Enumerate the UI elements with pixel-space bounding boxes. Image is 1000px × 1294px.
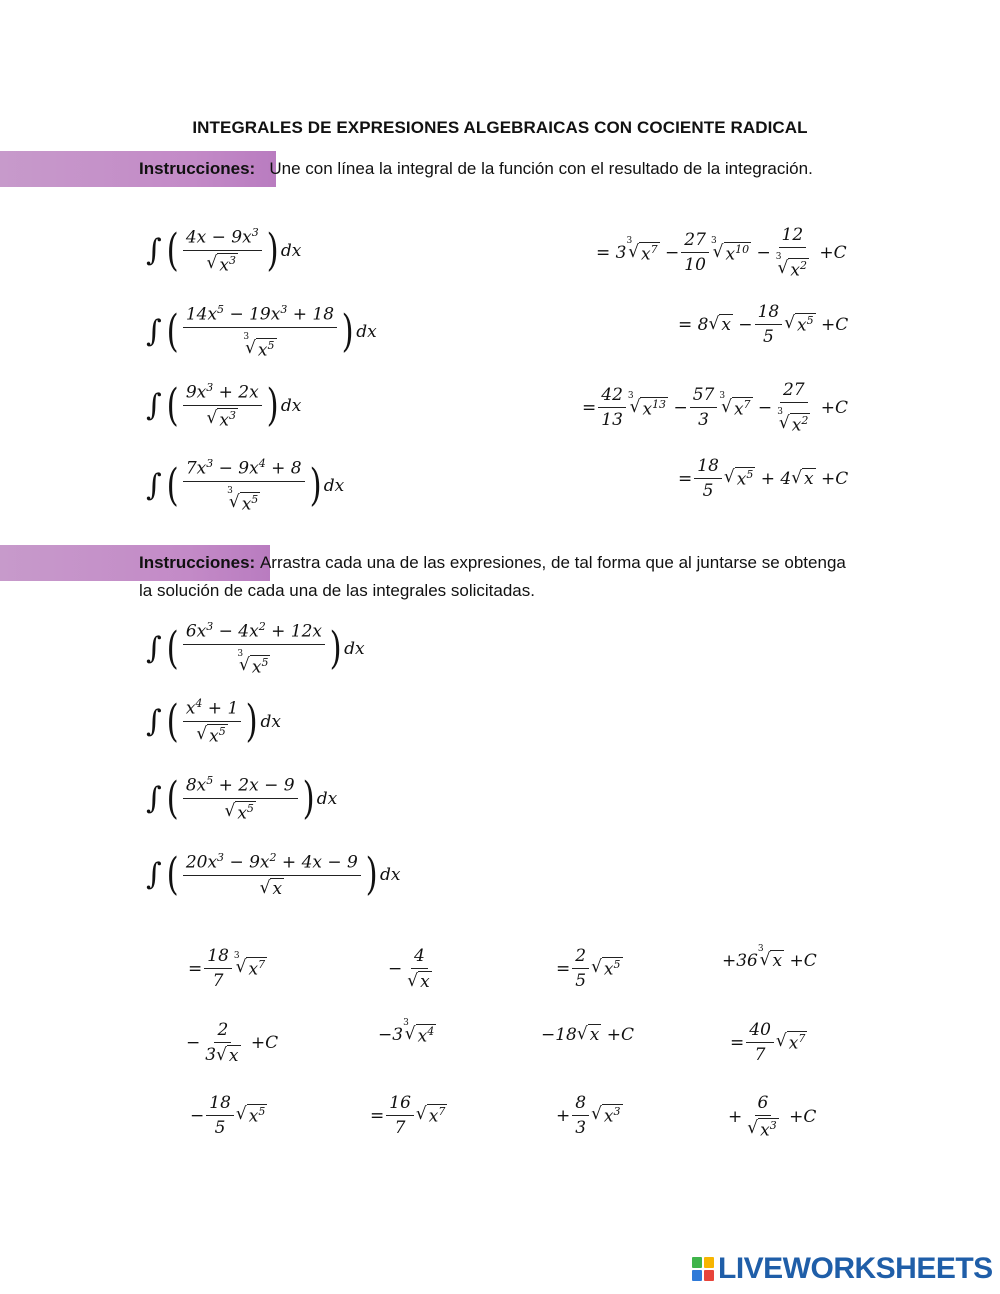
page-title: INTEGRALES DE EXPRESIONES ALGEBRAICAS CON COCIENTE RADICAL (192, 118, 808, 137)
logo-mark-icon (692, 1257, 714, 1281)
constant-c: C (620, 1024, 634, 1045)
integral-6: ∫ ( $x^4 + 1$ √ $x^5$ ) dx (146, 695, 281, 747)
integral-1: ∫ ( $4x - 9x^3$ √ $x^3$ ) dx (146, 224, 302, 276)
logo-text: LIVEWORKSHEETS (718, 1252, 993, 1285)
integral-4: ∫ ( $7x^3 - 9x^4 + 8$ 3 √ $x^5$ ) dx (146, 457, 345, 515)
constant-c: C (835, 314, 849, 335)
drag-piece-8[interactable]: = $\frac{40}{7}$ √ $x^7$ (730, 1020, 806, 1065)
result-3[interactable]: = $\frac{42}{13}$ 3 √ $x^{13}$ − $\frac{57}{3}$ 3 √ $x^7$ − 27 3 √ $x^2$ + C (582, 380, 849, 436)
instructions-text-1: Une con línea la integral de la función con el resultado de la integración. (269, 159, 813, 178)
constant-c: C (803, 1106, 817, 1127)
drag-piece-9[interactable]: − $\frac{18}{5}$ √ $x^5$ (190, 1093, 266, 1138)
dx-label: dx (280, 240, 302, 261)
integral-5: ∫ ( $6x^3 - 4x^2 + 12x$ 3 √ $x^5$ ) dx (146, 620, 365, 678)
dx-label: dx (344, 638, 365, 659)
result-1[interactable]: = 3 3 √ $x^7$ − $\frac{27}{10}$ 3 √ $x^{10}$ − 12 3 √ $x^2$ + C (596, 225, 847, 281)
drag-piece-3[interactable]: = $\frac{2}{5}$ √ $x^5$ (556, 946, 621, 991)
drag-piece-6[interactable]: −3 3 √ $x^4$ (378, 1018, 435, 1047)
instructions-1 (139, 155, 859, 183)
dx-label: dx (280, 395, 302, 416)
instructions-2 (139, 549, 859, 605)
integral-3: ∫ ( $9x^3 + 2x$ √ $x^3$ ) dx (146, 379, 302, 431)
integral-7: ∫ ( $8x^5 + 2x - 9$ √ $x^5$ ) dx (146, 772, 338, 824)
dx-label: dx (380, 864, 401, 885)
drag-piece-12[interactable]: + 6 √ $x^3$ + C (728, 1093, 817, 1141)
constant-c: C (833, 242, 847, 263)
drag-piece-10[interactable]: = $\frac{16}{7}$ √ $x^7$ (370, 1093, 446, 1138)
drag-piece-7[interactable]: −18 √ x + C (541, 1024, 634, 1045)
constant-c: C (803, 950, 817, 971)
constant-c: C (835, 468, 849, 489)
result-2[interactable]: = 8 √ x − $\frac{18}{5}$ √ $x^5$ + C (678, 302, 849, 347)
drag-piece-4[interactable]: +36 3 √ x + C (722, 944, 817, 971)
drag-piece-11[interactable]: + $\frac{8}{3}$ √ $x^3$ (556, 1093, 621, 1138)
drag-piece-5[interactable]: − 2 3 √ x + C (186, 1020, 279, 1066)
integral-8: ∫ ( $20x^3 - 9x^2 + 4x - 9$ √ x ) dx (146, 848, 401, 900)
liveworksheets-logo (692, 1252, 993, 1286)
drag-piece-1[interactable]: = $\frac{18}{7}$ 3 √ $x^7$ (188, 946, 266, 991)
constant-c: C (835, 397, 849, 418)
dx-label: dx (323, 475, 345, 496)
constant-c: C (265, 1033, 279, 1053)
drag-piece-2[interactable]: − 4 √ x (388, 946, 430, 992)
instructions-text-2: Arrastra cada una de las expresiones, de tal forma que al juntarse se obtenga la solución de cada una de las integrales solicitadas. (139, 553, 846, 600)
dx-label: dx (316, 788, 338, 809)
dx-label: dx (356, 321, 377, 342)
integral-2: ∫ ( $14x^5 - 19x^3 + 18$ 3 √ $x^5$ ) dx (146, 303, 377, 361)
dx-label: dx (260, 711, 281, 732)
result-4[interactable]: = $\frac{18}{5}$ √ $x^5$ + 4 √ x + C (678, 456, 849, 501)
instructions-label-2: Instrucciones: (139, 553, 256, 572)
instructions-label-1: Instrucciones: (139, 159, 256, 178)
